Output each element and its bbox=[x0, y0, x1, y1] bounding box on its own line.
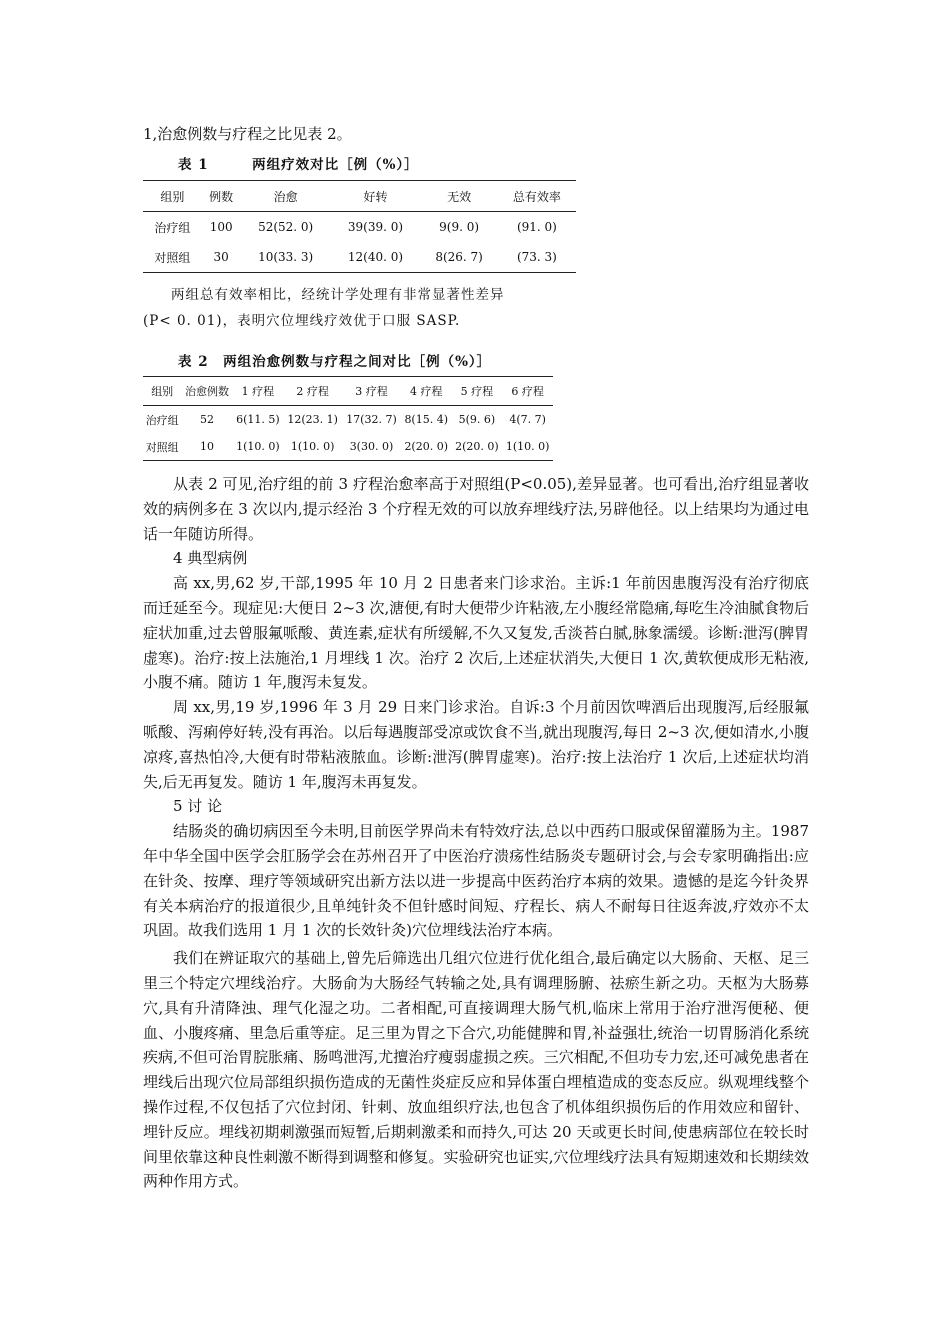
paragraph-case-2: 周 xx,男,19 岁,1996 年 3 月 29 日来门诊求治。自诉:3 个月前因饮啤酒后出现腹泻,后经服氟哌酸、泻痢停好转,没有再治。以后每遇腹部受凉或饮食不当,就出现腹泻,每日 2~3 次,便如清水,小腹凉疼,喜热怕冷,大便有时带粘液脓血。诊断:泄泻(脾胃虚寒)。治疗:按上法治疗 1 次后,上述症状均消失,后无再复发。随访 1 年,腹泻未再复发。 bbox=[143, 698, 809, 791]
table1-header-cell: 好转 bbox=[331, 181, 421, 212]
table2-cell: 17(32. 7) bbox=[346, 413, 397, 426]
table1-note-line2: (P< 0. 01)，表明穴位埋线疗效优于口服 SASP. bbox=[143, 313, 461, 329]
table1-note bbox=[143, 282, 581, 334]
table1-cell: (91. 0) bbox=[516, 220, 557, 234]
table1-cell: 12(40. 0) bbox=[331, 242, 421, 273]
table1-cell: 治疗组 bbox=[154, 220, 191, 235]
table2-row bbox=[143, 406, 553, 434]
table1-cell: (73. 3) bbox=[498, 242, 576, 273]
table1 bbox=[143, 180, 576, 273]
table2-cell: 对照组 bbox=[143, 433, 181, 461]
intro-line: 1,治愈例数与疗程之比见表 2。 bbox=[143, 125, 352, 143]
table1-cell: 30 bbox=[202, 242, 241, 273]
table2-cell: 1(10. 0) bbox=[233, 433, 284, 461]
table2-cell: 52 bbox=[199, 413, 214, 426]
table1-cell: 52(52. 0) bbox=[258, 220, 314, 234]
table2-header-cell: 5 疗程 bbox=[452, 377, 503, 406]
table1-header-cell: 总有效率 bbox=[498, 181, 576, 212]
table1-row bbox=[143, 212, 576, 243]
table1-note-line1: 两组总有效率相比，经统计学处理有非常显著性差异 bbox=[171, 287, 505, 303]
table2-cell: 8(15. 4) bbox=[404, 413, 449, 426]
table2-cell: 3(30. 0) bbox=[342, 433, 401, 461]
paragraph-discussion-2: 我们在辨证取穴的基础上,曾先后筛选出几组穴位进行优化组合,最后确定以大肠俞、天枢、足三里三个特定穴埋线治疗。大肠俞为大肠经气转输之处,具有调理肠腑、祛瘀生新之功。天枢为大肠募穴,具有升清降浊、理气化湿之功。二者相配,可直接调理大肠气机,临床上常用于治疗泄泻便秘、便血、小腹疼痛、里急后重等症。足三里为胃之下合穴,功能健脾和胃,补益强壮,统治一切胃肠消化系统疾病,不但可治胃脘胀痛、肠鸣泄泻,尤擅治疗瘦弱虚损之疾。三穴相配,不但功专力宏,还可减免患者在埋线后出现穴位局部组织损伤造成的无菌性炎症反应和异体蛋白埋植造成的变态反应。纵观埋线整个操作过程,不仅包括了穴位封闭、针刺、放血组织疗法,也包含了机体组织损伤后的作用效应和留针、埋针反应。埋线初期刺激强而短暂,后期刺激柔和而持久,可达 20 天或更长时间,使患病部位在较长时间里依靠这种良性刺激不断得到调整和修复。实验研究也证实,穴位埋线疗法具有短期速效和长期续效两种作用方式。 bbox=[143, 949, 809, 1191]
body-text bbox=[143, 472, 809, 1194]
table2 bbox=[143, 376, 553, 461]
table2-cell: 2(20. 0) bbox=[452, 433, 503, 461]
table2-header-cell: 6 疗程 bbox=[502, 377, 553, 406]
table2-cell: 1(10. 0) bbox=[283, 433, 342, 461]
table1-cell: 39(39. 0) bbox=[347, 220, 404, 234]
table2-header-row bbox=[143, 377, 553, 406]
table2-header-cell: 3 疗程 bbox=[342, 377, 401, 406]
table1-cell: 9(9. 0) bbox=[439, 220, 480, 234]
table2-header-cell: 4 疗程 bbox=[401, 377, 452, 406]
section-heading-discussion: 5 讨 论 bbox=[173, 797, 223, 816]
table1-cell: 10(33. 3) bbox=[241, 242, 331, 273]
table1-row bbox=[143, 242, 576, 273]
section-heading-cases: 4 典型病例 bbox=[173, 549, 248, 568]
paragraph-table2-analysis: 从表 2 可见,治疗组的前 3 疗程治愈率高于对照组(P<0.05),差异显著。也可看出,治疗组显著收效的病例多在 3 次以内,提示经治 3 个疗程无效的可以放弃埋线疗法,另辟他径。以上结果均为通过电话一年随访所得。 bbox=[143, 475, 809, 543]
table1-cell: 100 bbox=[209, 220, 233, 234]
table2-row bbox=[143, 433, 553, 461]
table2-cell: 2(20. 0) bbox=[401, 433, 452, 461]
table2-cell: 10 bbox=[181, 433, 232, 461]
table1-caption: 表 1 两组疗效对比［例（%）］ bbox=[178, 157, 419, 173]
table1-cell: 8(26. 7) bbox=[420, 242, 497, 273]
table2-header-cell: 组别 bbox=[143, 377, 181, 406]
table2-cell: 12(23. 1) bbox=[287, 413, 338, 426]
table2-header-cell: 2 疗程 bbox=[283, 377, 342, 406]
table1-header-cell: 例数 bbox=[202, 181, 241, 212]
table2-cell: 4(7. 7) bbox=[509, 413, 546, 426]
table1-header-cell: 无效 bbox=[420, 181, 497, 212]
paragraph-discussion-1: 结肠炎的确切病因至今未明,目前医学界尚未有特效疗法,总以中西药口服或保留灌肠为主。1987 年中华全国中医学会肛肠学会在苏州召开了中医治疗溃疡性结肠炎专题研讨会,与会专家明确指出:应在针灸、按摩、理疗等领域研究出新方法以进一步提高中医药治疗本病的效果。遗憾的是迄今针灸界有关本病治疗的报道很少,且单纯针灸不但针感时间短、疗程长、病人不耐每日往返奔波,疗效亦不太巩固。故我们选用 1 月 1 次的长效针灸)穴位埋线法治疗本病。 bbox=[143, 822, 809, 940]
table2-header-cell: 治愈例数 bbox=[181, 377, 232, 406]
table2-cell: 1(10. 0) bbox=[502, 433, 553, 461]
table1-cell: 对照组 bbox=[143, 242, 202, 273]
table2-cell: 6(11. 5) bbox=[236, 413, 280, 426]
table2-cell: 治疗组 bbox=[145, 413, 179, 427]
table1-header-cell: 治愈 bbox=[241, 181, 331, 212]
paragraph-case-1: 高 xx,男,62 岁,干部,1995 年 10 月 2 日患者来门诊求治。主诉:1 年前因患腹泻没有治疗彻底而迁延至今。现症见:大便日 2~3 次,溏便,有时大便带少许粘液,左小腹经常隐痛,每吃生冷油腻食物后症状加重,过去曾服氟哌酸、黄连素,症状有所缓解,不久又复发,舌淡苔白腻,脉象濡缓。诊断:泄泻(脾胃虚寒)。治疗:按上法施治,1 月埋线 1 次。治疗 2 次后,上述症状消失,大便日 1 次,黄软便成形无粘液,小腹不痛。随访 1 年,腹泻未复发。 bbox=[143, 574, 809, 692]
table1-header-row bbox=[143, 181, 576, 212]
table2-cell: 5(9. 6) bbox=[458, 413, 496, 426]
table2-header-cell: 1 疗程 bbox=[233, 377, 284, 406]
table1-header-cell: 组别 bbox=[143, 181, 202, 212]
table2-caption: 表 2 两组治愈例数与疗程之间对比［例（%）］ bbox=[178, 354, 492, 370]
